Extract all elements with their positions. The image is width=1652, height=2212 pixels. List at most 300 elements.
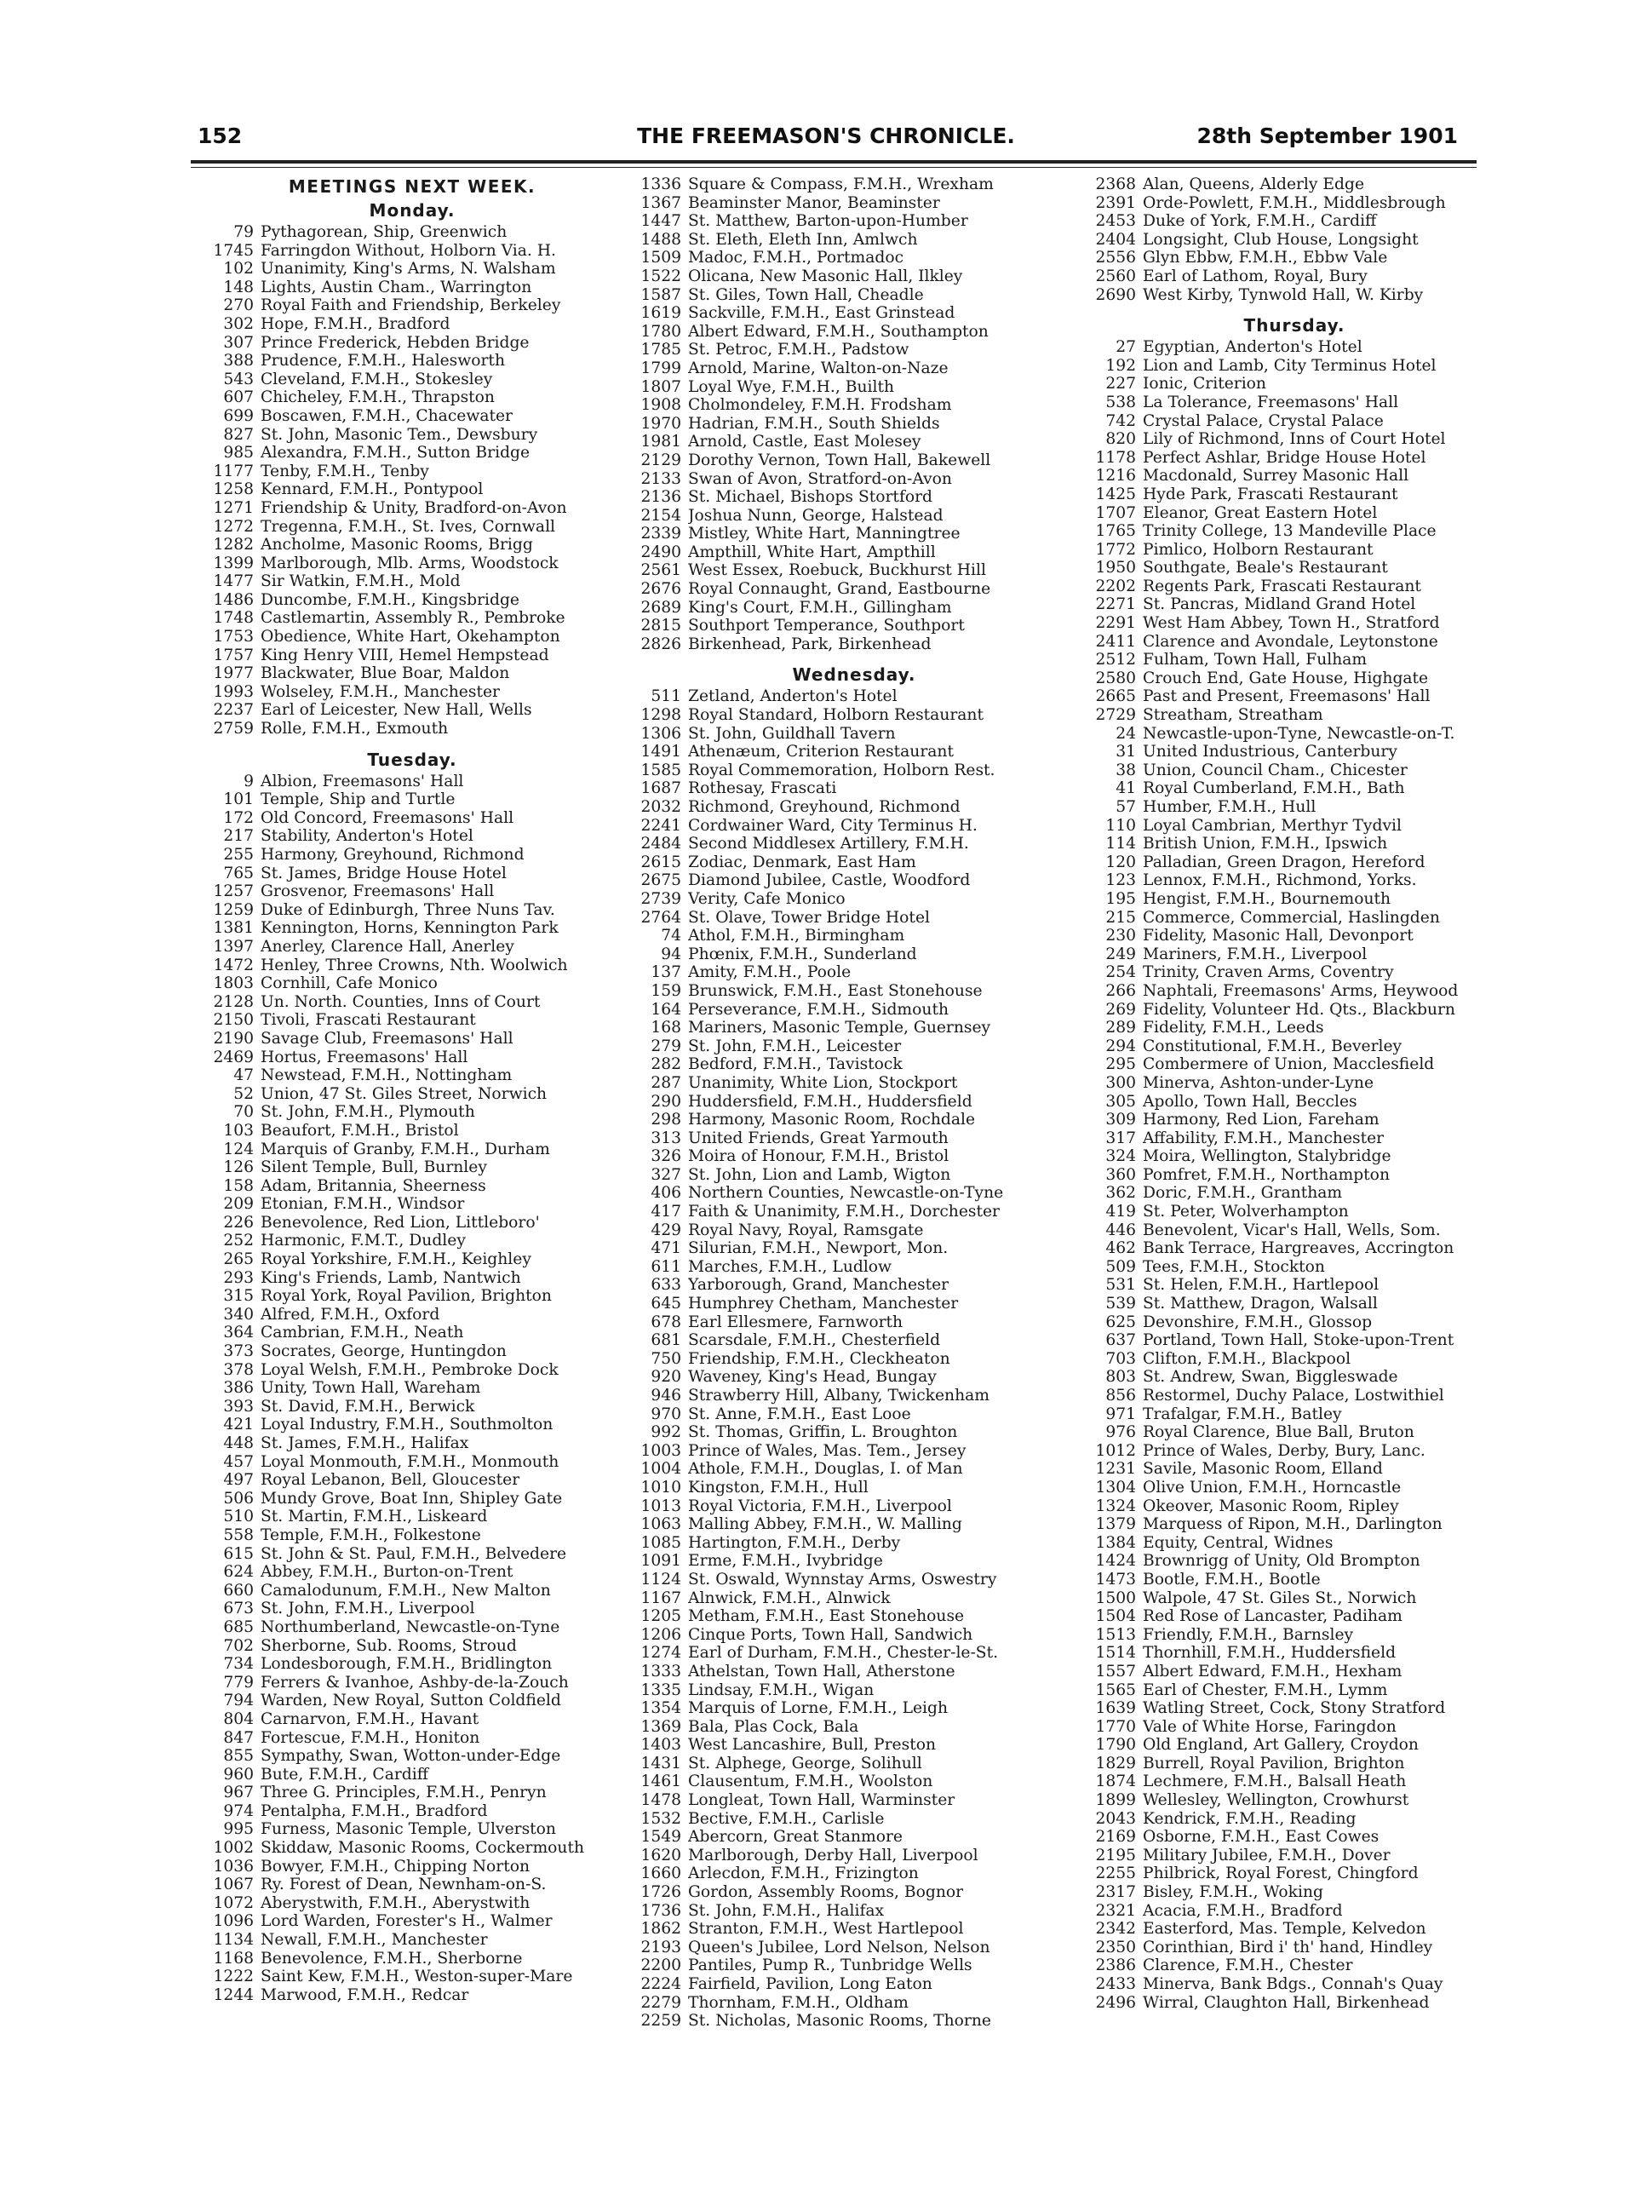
- lodge-number: 1587: [640, 285, 681, 304]
- lodge-name-venue: Benevolence, Red Lion, Littleboro': [261, 1213, 540, 1232]
- lodge-name-venue: Henley, Three Crowns, Nth. Woolwich: [261, 956, 568, 974]
- lodge-number: 1488: [640, 230, 681, 249]
- lodge-entry: [1083, 1736, 1506, 1755]
- lodge-name-venue: Castlemartin, Assembly R., Pembroke: [261, 609, 565, 628]
- lodge-entry: [628, 1736, 1080, 1755]
- lodge-number: 421: [223, 1416, 254, 1434]
- lodge-name-venue: Rolle, F.M.H., Exmouth: [261, 720, 449, 738]
- lodge-number: 101: [223, 790, 254, 809]
- lodge-entry: [1083, 1791, 1506, 1810]
- lodge-number: 2759: [213, 720, 254, 738]
- lodge-name-venue: Second Middlesex Artillery, F.M.H.: [688, 835, 969, 853]
- lodge-name-venue: Pythagorean, Ship, Greenwich: [261, 223, 508, 241]
- lodge-number: 158: [223, 1176, 254, 1195]
- lodge-name-venue: Prince of Wales, Derby, Bury, Lanc.: [1143, 1441, 1425, 1460]
- lodge-entry: [1083, 817, 1506, 836]
- lodge-number: 765: [223, 864, 254, 882]
- lodge-number: 254: [1105, 963, 1136, 982]
- lodge-name-venue: Zodiac, Denmark, East Ham: [688, 853, 916, 871]
- lodge-name-venue: La Tolerance, Freemasons' Hall: [1143, 393, 1399, 411]
- lodge-number: 1274: [640, 1644, 681, 1663]
- lodge-number: 750: [651, 1349, 681, 1368]
- lodge-number: 282: [651, 1055, 681, 1074]
- lodge-name-venue: St. James, Bridge House Hotel: [261, 864, 507, 882]
- lodge-entry: [1083, 909, 1506, 928]
- lodge-number: 287: [651, 1073, 681, 1092]
- lodge-number: 2496: [1095, 1993, 1136, 2012]
- lodge-number: 2615: [640, 853, 681, 871]
- lodge-number: 446: [1105, 1221, 1136, 1239]
- lodge-number: 960: [223, 1765, 254, 1784]
- lodge-entry: [1083, 835, 1506, 853]
- lodge-name-venue: Portland, Town Hall, Stoke-upon-Trent: [1143, 1331, 1454, 1350]
- lodge-entry: [628, 1405, 1080, 1424]
- lodge-number: 2128: [213, 992, 254, 1011]
- lodge-name-venue: Perfect Ashlar, Bridge House Hotel: [1143, 448, 1426, 467]
- lodge-name-venue: Ry. Forest of Dean, Newnham-on-S.: [261, 1876, 547, 1894]
- lodge-number: 1829: [1095, 1754, 1136, 1772]
- lodge-entry: [628, 433, 1080, 451]
- lodge-name-venue: St. John, F.M.H., Plymouth: [261, 1103, 475, 1122]
- lodge-number: 985: [223, 444, 254, 463]
- lodge-number: 126: [223, 1158, 254, 1177]
- lodge-number: 1067: [213, 1876, 254, 1894]
- lodge-name-venue: Abercorn, Great Stanmore: [688, 1828, 903, 1847]
- lodge-number: 511: [651, 687, 681, 706]
- lodge-entry: [201, 809, 623, 828]
- lodge-name-venue: Devonshire, F.M.H., Glossop: [1143, 1313, 1373, 1331]
- lodge-entry: [1083, 412, 1506, 431]
- lodge-entry: [1083, 522, 1506, 541]
- lodge-name-venue: Huddersfield, F.M.H., Huddersfield: [688, 1092, 972, 1111]
- lodge-entry: [1083, 338, 1506, 357]
- lodge-entry: [628, 1387, 1080, 1405]
- lodge-number: 215: [1105, 908, 1136, 927]
- lodge-entry: [201, 260, 623, 279]
- lodge-entry: [628, 1515, 1080, 1534]
- lodge-number: 2237: [213, 701, 254, 720]
- lodge-entry: [628, 267, 1080, 286]
- lodge-number: 252: [223, 1232, 254, 1250]
- lodge-name-venue: Royal Connaught, Grand, Eastbourne: [688, 580, 991, 599]
- lodge-entry: [1083, 249, 1506, 267]
- lodge-name-venue: Marlborough, Mlb. Arms, Woodstock: [261, 554, 559, 572]
- lodge-entry: [628, 1571, 1080, 1589]
- lodge-name-venue: Pimlico, Holborn Restaurant: [1143, 540, 1374, 559]
- lodge-entry: [201, 426, 623, 445]
- lodge-number: 1504: [1095, 1607, 1136, 1626]
- lodge-entry: [628, 2012, 1080, 2031]
- lodge-number: 2241: [640, 816, 681, 835]
- lodge-name-venue: Loyal Wye, F.M.H., Builth: [688, 377, 895, 396]
- lodge-name-venue: Egyptian, Anderton's Hotel: [1143, 338, 1362, 357]
- lodge-entry: [201, 938, 623, 957]
- lodge-number: 305: [1105, 1092, 1136, 1111]
- lodge-number: 120: [1105, 853, 1136, 871]
- lodge-name-venue: Prudence, F.M.H., Halesworth: [261, 352, 505, 371]
- lodge-entry: [1083, 194, 1506, 213]
- lodge-name-venue: Apollo, Town Hall, Beccles: [1143, 1092, 1357, 1111]
- lodge-name-venue: Hadrian, F.M.H., South Shields: [688, 414, 940, 433]
- lodge-entry: [201, 1618, 623, 1637]
- lodge-number: 1085: [640, 1533, 681, 1552]
- lodge-number: 1726: [640, 1883, 681, 1902]
- lodge-number: 1012: [1095, 1441, 1136, 1460]
- lodge-number: 309: [1105, 1111, 1136, 1129]
- lodge-name-venue: Royal Yorkshire, F.M.H., Keighley: [261, 1250, 531, 1269]
- lodge-number: 1707: [1095, 503, 1136, 522]
- page-number: 152: [198, 124, 243, 148]
- lodge-number: 2490: [640, 543, 681, 561]
- lodge-entry: [201, 480, 623, 499]
- lodge-entry: [628, 359, 1080, 378]
- lodge-entry: [628, 1479, 1080, 1497]
- lodge-entry: [628, 1975, 1080, 1994]
- lodge-entry: [628, 1589, 1080, 1608]
- lodge-name-venue: Equity, Central, Widnes: [1143, 1533, 1334, 1552]
- lodge-number: 406: [651, 1184, 681, 1203]
- lodge-entry: [628, 1681, 1080, 1700]
- lodge-entry: [1083, 798, 1506, 817]
- lodge-number: 1379: [1095, 1515, 1136, 1534]
- lodge-name-venue: Earl of Lathom, Royal, Bury: [1143, 267, 1368, 285]
- lodge-entry: [628, 1460, 1080, 1479]
- lodge-number: 373: [223, 1342, 254, 1361]
- lodge-name-venue: Friendly, F.M.H., Barnsley: [1143, 1625, 1354, 1644]
- lodge-name-venue: Harmony, Red Lion, Fareham: [1143, 1111, 1380, 1129]
- lodge-entry: [201, 334, 623, 353]
- lodge-number: 1168: [213, 1949, 254, 1968]
- lodge-number: 539: [1105, 1295, 1136, 1313]
- lodge-number: 1977: [213, 664, 254, 683]
- lodge-entry: [1083, 1772, 1506, 1791]
- lodge-number: 2690: [1095, 285, 1136, 304]
- lodge-number: 625: [1105, 1313, 1136, 1331]
- lodge-entry: [201, 1158, 623, 1177]
- lodge-name-venue: Clarence, F.M.H., Chester: [1143, 1956, 1353, 1975]
- lodge-entry: [1083, 1147, 1506, 1166]
- lodge-number: 1660: [640, 1864, 681, 1883]
- lodge-name-venue: Carnarvon, F.M.H., Havant: [261, 1709, 479, 1728]
- lodge-name-venue: Stability, Anderton's Hotel: [261, 827, 473, 846]
- lodge-number: 298: [651, 1111, 681, 1129]
- lodge-number: 266: [1105, 981, 1136, 1000]
- lodge-number: 1557: [1095, 1662, 1136, 1681]
- lodge-name-venue: Bedford, F.M.H., Tavistock: [688, 1055, 903, 1074]
- lodge-number: 123: [1105, 871, 1136, 890]
- lodge-entry: [1083, 761, 1506, 780]
- lodge-number: 1532: [640, 1809, 681, 1828]
- lodge-name-venue: Marquis of Granby, F.M.H., Durham: [261, 1140, 550, 1158]
- lodge-name-venue: Madoc, F.M.H., Portmadoc: [688, 249, 904, 267]
- lodge-entry: [201, 901, 623, 920]
- lodge-name-venue: Alfred, F.M.H., Oxford: [261, 1305, 440, 1324]
- lodge-number: 779: [223, 1673, 254, 1692]
- lodge-entry: [201, 371, 623, 389]
- lodge-number: 94: [661, 945, 681, 963]
- lodge-number: 1981: [640, 433, 681, 451]
- lodge-number: 1807: [640, 377, 681, 396]
- lodge-name-venue: Square & Compass, F.M.H., Wrexham: [688, 175, 994, 193]
- lodge-name-venue: Ampthill, White Hart, Ampthill: [688, 543, 936, 561]
- lodge-entry: [1083, 1956, 1506, 1975]
- lodge-number: 137: [651, 963, 681, 982]
- lodge-name-venue: Londesborough, F.M.H., Bridlington: [261, 1655, 553, 1674]
- lodge-number: 159: [651, 981, 681, 1000]
- lodge-number: 9: [244, 772, 254, 790]
- lodge-entry: [201, 974, 623, 993]
- lodge-entry: [1083, 1166, 1506, 1185]
- lodge-name-venue: Corinthian, Bird i' th' hand, Hindley: [1143, 1938, 1433, 1956]
- lodge-name-venue: Malling Abbey, F.M.H., W. Malling: [688, 1515, 962, 1534]
- lodge-name-venue: Dorothy Vernon, Town Hall, Bakewell: [688, 451, 991, 469]
- lodge-name-venue: Duke of York, F.M.H., Cardiff: [1143, 212, 1377, 231]
- lodge-entry: [201, 1674, 623, 1692]
- lodge-entry: [1083, 485, 1506, 504]
- lodge-entry: [628, 470, 1080, 489]
- lodge-number: 52: [233, 1084, 254, 1103]
- lodge-entry: [628, 1147, 1080, 1166]
- lodge-number: 2255: [1095, 1864, 1136, 1883]
- lodge-number: 1565: [1095, 1681, 1136, 1699]
- lodge-name-venue: Royal Victoria, F.M.H., Liverpool: [688, 1497, 952, 1515]
- lodge-name-venue: Skiddaw, Masonic Rooms, Cockermouth: [261, 1839, 585, 1858]
- lodge-number: 1790: [1095, 1736, 1136, 1755]
- lodge-number: 971: [1105, 1405, 1136, 1423]
- lodge-name-venue: Fortescue, F.M.H., Honiton: [261, 1728, 480, 1747]
- header-rule-thick: [191, 160, 1477, 164]
- lodge-number: 313: [651, 1129, 681, 1147]
- lodge-number: 1177: [213, 462, 254, 480]
- lodge-entry: [1083, 1203, 1506, 1221]
- lodge-name-venue: St. John, Lion and Lamb, Wigton: [688, 1165, 951, 1184]
- lodge-number: 1003: [640, 1441, 681, 1460]
- lodge-entry: [201, 1324, 623, 1342]
- lodge-entry: [201, 1784, 623, 1802]
- lodge-entry: [628, 488, 1080, 507]
- lodge-entry: [1083, 871, 1506, 890]
- lodge-number: 1304: [1095, 1478, 1136, 1497]
- lodge-number: 2368: [1095, 175, 1136, 193]
- lodge-number: 685: [223, 1617, 254, 1636]
- lodge-name-venue: Strawberry Hill, Albany, Twickenham: [688, 1387, 989, 1405]
- lodge-name-venue: Swan of Avon, Stratford-on-Avon: [688, 469, 952, 488]
- lodge-entry: [628, 835, 1080, 853]
- lodge-entry: [1083, 1074, 1506, 1093]
- lodge-entry: [201, 790, 623, 809]
- lodge-number: 41: [1116, 779, 1136, 798]
- lodge-name-venue: Yarborough, Grand, Manchester: [688, 1276, 949, 1295]
- lodge-name-venue: Royal Lebanon, Bell, Gloucester: [261, 1471, 520, 1490]
- lodge-name-venue: Prince Frederick, Hebden Bridge: [261, 333, 530, 352]
- lodge-name-venue: Thornham, F.M.H., Oldham: [688, 1993, 909, 2012]
- lodge-entry: [1083, 1479, 1506, 1497]
- lodge-name-venue: Union, 47 St. Giles Street, Norwich: [261, 1084, 548, 1103]
- lodge-name-venue: Marquis of Lorne, F.M.H., Leigh: [688, 1699, 949, 1718]
- lodge-name-venue: Newstead, F.M.H., Nottingham: [261, 1066, 513, 1085]
- lodge-number: 38: [1116, 761, 1136, 779]
- lodge-name-venue: Pomfret, F.M.H., Northampton: [1143, 1165, 1390, 1184]
- lodge-name-venue: Marches, F.M.H., Ludlow: [688, 1257, 892, 1276]
- lodge-number: 2433: [1095, 1975, 1136, 1993]
- lodge-name-venue: Cinque Ports, Town Hall, Sandwich: [688, 1625, 973, 1644]
- lodge-entry: [1083, 1681, 1506, 1700]
- lodge-name-venue: Harmonic, F.M.T., Dudley: [261, 1232, 466, 1250]
- lodge-entry: [201, 846, 623, 865]
- lodge-entry: [1083, 614, 1506, 633]
- column-left: [201, 175, 623, 2004]
- lodge-entry: [1083, 1663, 1506, 1681]
- lodge-entry: [1083, 1571, 1506, 1589]
- lodge-name-venue: Tivoli, Frascati Restaurant: [261, 1011, 476, 1030]
- lodge-number: 79: [233, 223, 254, 241]
- lodge-entry: [201, 882, 623, 901]
- lodge-name-venue: Orde-Powlett, F.M.H., Middlesbrough: [1143, 193, 1446, 212]
- lodge-number: 855: [223, 1747, 254, 1766]
- lodge-entry: [201, 1030, 623, 1049]
- lodge-entry: [628, 1663, 1080, 1681]
- lodge-name-venue: Bective, F.M.H., Carlisle: [688, 1809, 885, 1828]
- lodge-number: 1780: [640, 322, 681, 341]
- lodge-entry: [201, 1011, 623, 1030]
- lodge-entry: [1083, 1552, 1506, 1571]
- lodge-name-venue: Clifton, F.M.H., Blackpool: [1143, 1349, 1351, 1368]
- lodge-entry: [628, 1258, 1080, 1277]
- lodge-name-venue: Kendrick, F.M.H., Reading: [1143, 1809, 1357, 1828]
- lodge-number: 378: [223, 1360, 254, 1379]
- lodge-number: 1335: [640, 1681, 681, 1699]
- lodge-number: 1333: [640, 1662, 681, 1681]
- lodge-entry: [201, 1177, 623, 1196]
- lodge-entry: [1083, 1001, 1506, 1020]
- lodge-name-venue: Phœnix, F.M.H., Sunderland: [688, 945, 917, 963]
- lodge-name-venue: Mistley, White Hart, Manningtree: [688, 525, 961, 543]
- lodge-name-venue: Arlecdon, F.M.H., Frizington: [688, 1864, 919, 1883]
- lodge-entry: [201, 664, 623, 683]
- lodge-name-venue: Trinity College, 13 Mandeville Place: [1143, 522, 1437, 541]
- lodge-number: 1072: [213, 1893, 254, 1912]
- lodge-entry: [628, 249, 1080, 267]
- lodge-name-venue: Hyde Park, Frascati Restaurant: [1143, 485, 1398, 503]
- lodge-name-venue: Kennard, F.M.H., Pontypool: [261, 480, 484, 499]
- lodge-name-venue: St. John, F.M.H., Liverpool: [261, 1600, 475, 1618]
- lodge-entry: [201, 315, 623, 334]
- lodge-number: 148: [223, 278, 254, 296]
- lodge-entry: [628, 561, 1080, 580]
- lodge-name-venue: Saint Kew, F.M.H., Weston-super-Mare: [261, 1968, 573, 1986]
- lodge-number: 1620: [640, 1846, 681, 1864]
- lodge-number: 1036: [213, 1857, 254, 1876]
- lodge-entry: [201, 1434, 623, 1453]
- lodge-entry: [201, 957, 623, 975]
- lodge-name-venue: Clausentum, F.M.H., Woolston: [688, 1772, 933, 1791]
- lodge-entry: [628, 1828, 1080, 1847]
- lodge-number: 1970: [640, 414, 681, 433]
- lodge-name-venue: Royal York, Royal Pavilion, Brighton: [261, 1287, 552, 1306]
- lodge-number: 1096: [213, 1912, 254, 1931]
- lodge-name-venue: Fulham, Town Hall, Fulham: [1143, 651, 1368, 669]
- lodge-name-venue: Cordwainer Ward, City Terminus H.: [688, 816, 978, 835]
- lodge-number: 471: [651, 1239, 681, 1258]
- lodge-name-venue: Faith & Unanimity, F.M.H., Dorchester: [688, 1203, 1000, 1221]
- lodge-number: 226: [223, 1213, 254, 1232]
- lodge-entry: [201, 1692, 623, 1710]
- lodge-number: 293: [223, 1268, 254, 1287]
- lodge-number: 1993: [213, 682, 254, 701]
- lodge-name-venue: Humphrey Chetham, Manchester: [688, 1295, 959, 1313]
- lodge-name-venue: St. Matthew, Dragon, Walsall: [1143, 1295, 1378, 1313]
- lodge-name-venue: Palladian, Green Dragon, Hereford: [1143, 853, 1425, 871]
- lodge-name-venue: Easterford, Mas. Temple, Kelvedon: [1143, 1920, 1426, 1939]
- lodge-number: 2484: [640, 835, 681, 853]
- lodge-name-venue: Ionic, Criterion: [1143, 375, 1266, 394]
- lodge-name-venue: St. Martin, F.M.H., Liskeard: [261, 1508, 488, 1526]
- lodge-entry: [628, 1718, 1080, 1737]
- lodge-name-venue: Prince of Wales, Mas. Tem., Jersey: [688, 1441, 967, 1460]
- lodge-name-venue: Trafalgar, F.M.H., Batley: [1143, 1405, 1342, 1423]
- lodge-number: 1399: [213, 554, 254, 572]
- lodge-number: 1522: [640, 267, 681, 285]
- lodge-number: 820: [1105, 430, 1136, 449]
- lodge-number: 510: [223, 1508, 254, 1526]
- lodge-number: 2386: [1095, 1956, 1136, 1975]
- lodge-number: 2133: [640, 469, 681, 488]
- lodge-number: 1425: [1095, 485, 1136, 503]
- lodge-name-venue: Marquess of Ripon, M.H., Darlington: [1143, 1515, 1443, 1534]
- lodge-entry: [201, 1398, 623, 1416]
- lodge-name-venue: Bootle, F.M.H., Bootle: [1143, 1570, 1321, 1589]
- lodge-entry: [628, 871, 1080, 890]
- lodge-name-venue: Diamond Jubilee, Castle, Woodford: [688, 871, 971, 890]
- lodge-name-venue: Royal Standard, Holborn Restaurant: [688, 706, 984, 725]
- lodge-number: 47: [233, 1066, 254, 1085]
- lodge-entry: [1083, 669, 1506, 688]
- lodge-number: 462: [1105, 1239, 1136, 1258]
- lodge-entry: [628, 341, 1080, 359]
- lodge-number: 1486: [213, 590, 254, 609]
- lodge-name-venue: Loyal Cambrian, Merthyr Tydvil: [1143, 816, 1402, 835]
- lodge-number: 673: [223, 1600, 254, 1618]
- lodge-entry: [628, 1644, 1080, 1663]
- lodge-name-venue: St. Michael, Bishops Stortford: [688, 488, 933, 507]
- day-heading: Monday.: [369, 200, 456, 221]
- lodge-entry: [201, 1085, 623, 1104]
- lodge-entry: [1083, 1589, 1506, 1608]
- lodge-number: 1549: [640, 1828, 681, 1847]
- lodge-entry: [628, 1313, 1080, 1332]
- lodge-number: 1899: [1095, 1791, 1136, 1810]
- lodge-name-venue: Tees, F.M.H., Stockton: [1143, 1257, 1325, 1276]
- lodge-number: 2190: [213, 1029, 254, 1048]
- lodge-number: 315: [223, 1287, 254, 1306]
- lodge-name-venue: Brunswick, F.M.H., East Stonehouse: [688, 981, 983, 1000]
- lodge-entry: [201, 1655, 623, 1674]
- lodge-name-venue: Unanimity, King's Arms, N. Walsham: [261, 260, 556, 279]
- lodge-entry: [201, 1545, 623, 1564]
- lodge-number: 2391: [1095, 193, 1136, 212]
- lodge-entry: [201, 554, 623, 573]
- lodge-name-venue: Cambrian, F.M.H., Neath: [261, 1324, 464, 1342]
- lodge-entry: [201, 1361, 623, 1380]
- lodge-entry: [1083, 1755, 1506, 1773]
- lodge-number: 102: [223, 260, 254, 279]
- lodge-number: 1222: [213, 1968, 254, 1986]
- lodge-entry: [628, 1166, 1080, 1185]
- lodge-number: 1874: [1095, 1772, 1136, 1791]
- lodge-name-venue: Minerva, Ashton-under-Lyne: [1143, 1073, 1374, 1092]
- lodge-name-venue: Anerley, Clarence Hall, Anerley: [261, 937, 514, 956]
- lodge-name-venue: Savile, Masonic Room, Elland: [1143, 1460, 1383, 1479]
